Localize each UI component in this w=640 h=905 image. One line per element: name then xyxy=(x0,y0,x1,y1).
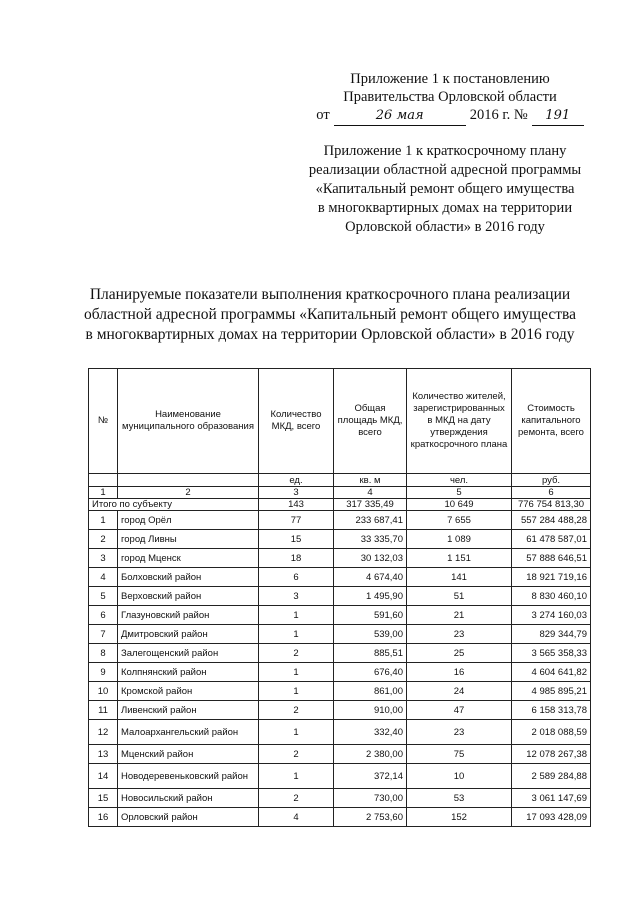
cost-value: 3 565 358,33 xyxy=(512,644,591,663)
area-value: 861,00 xyxy=(334,682,407,701)
residents-value: 16 xyxy=(407,663,512,682)
unit-cell: чел. xyxy=(407,474,512,487)
total-count: 143 xyxy=(259,499,334,511)
index-cell: 2 xyxy=(118,487,259,499)
area-value: 1 495,90 xyxy=(334,587,407,606)
total-area: 317 335,49 xyxy=(334,499,407,511)
municipality-name: Дмитровский район xyxy=(118,625,259,644)
residents-value: 24 xyxy=(407,682,512,701)
area-value: 730,00 xyxy=(334,789,407,808)
header-residents: Количество жителей, зарегистрированных в МКД на дату утверждения краткосрочного плана xyxy=(407,369,512,474)
row-number: 2 xyxy=(89,530,118,549)
cost-value: 12 078 267,38 xyxy=(512,745,591,764)
area-value: 885,51 xyxy=(334,644,407,663)
mkd-count: 4 xyxy=(259,808,334,827)
mkd-count: 2 xyxy=(259,644,334,663)
residents-value: 1 089 xyxy=(407,530,512,549)
municipality-name: Ливенский район xyxy=(118,701,259,720)
row-number: 7 xyxy=(89,625,118,644)
residents-value: 10 xyxy=(407,764,512,789)
handwritten-date: 26 мая xyxy=(334,107,466,126)
unit-cell xyxy=(89,474,118,487)
row-number: 15 xyxy=(89,789,118,808)
area-value: 4 674,40 xyxy=(334,568,407,587)
cost-value: 557 284 488,28 xyxy=(512,511,591,530)
area-value: 2 380,00 xyxy=(334,745,407,764)
mkd-count: 1 xyxy=(259,663,334,682)
total-label: Итого по субъекту xyxy=(89,499,259,511)
mkd-count: 1 xyxy=(259,764,334,789)
cost-value: 3 274 160,03 xyxy=(512,606,591,625)
area-value: 591,60 xyxy=(334,606,407,625)
table-row xyxy=(89,764,591,789)
municipality-name: Малоархангельский район xyxy=(118,720,259,745)
unit-cell xyxy=(118,474,259,487)
municipality-name: город Ливны xyxy=(118,530,259,549)
residents-value: 21 xyxy=(407,606,512,625)
area-value: 233 687,41 xyxy=(334,511,407,530)
title-line: Планируемые показатели выполнения краткосрочного плана реализации xyxy=(89,286,571,303)
index-cell: 4 xyxy=(334,487,407,499)
unit-cell: ед. xyxy=(259,474,334,487)
municipality-name: Мценский район xyxy=(118,745,259,764)
area-value: 332,40 xyxy=(334,720,407,745)
cost-value: 3 061 147,69 xyxy=(512,789,591,808)
mkd-count: 2 xyxy=(259,745,334,764)
row-number: 9 xyxy=(89,663,118,682)
handwritten-number: 191 xyxy=(532,107,584,126)
column-index-row xyxy=(89,487,591,499)
date-prefix: от xyxy=(316,107,330,123)
row-number: 13 xyxy=(89,745,118,764)
unit-cell: кв. м xyxy=(334,474,407,487)
title-line: областной адресной программы «Капитальный ремонт общего имущества xyxy=(84,306,576,323)
row-number: 10 xyxy=(89,682,118,701)
cost-value: 2 589 284,88 xyxy=(512,764,591,789)
appendix-line: Приложение 1 к краткосрочному плану xyxy=(323,143,567,159)
attachment-header xyxy=(300,70,600,126)
municipality-name: Болховский район xyxy=(118,568,259,587)
residents-value: 23 xyxy=(407,720,512,745)
row-number: 14 xyxy=(89,764,118,789)
header-area: Общая площадь МКД, всего xyxy=(334,369,407,474)
municipality-name: город Мценск xyxy=(118,549,259,568)
residents-value: 152 xyxy=(407,808,512,827)
row-number: 8 xyxy=(89,644,118,663)
attachment-date-line xyxy=(300,106,600,126)
appendix-line: Орловской области» в 2016 году xyxy=(345,219,545,235)
residents-value: 53 xyxy=(407,789,512,808)
appendix-line: в многоквартирных домах на территории xyxy=(317,200,573,216)
municipality-name: Кромской район xyxy=(118,682,259,701)
table-row xyxy=(89,511,591,530)
header-mkd-count: Количество МКД, всего xyxy=(259,369,334,474)
header-number: № xyxy=(89,369,118,474)
row-number: 6 xyxy=(89,606,118,625)
row-number: 1 xyxy=(89,511,118,530)
year-text: 2016 г. № xyxy=(469,107,528,123)
municipality-name: Глазуновский район xyxy=(118,606,259,625)
index-cell: 5 xyxy=(407,487,512,499)
cost-value: 18 921 719,16 xyxy=(512,568,591,587)
document-title xyxy=(60,285,600,345)
total-residents: 10 649 xyxy=(407,499,512,511)
indicators-table xyxy=(88,368,591,827)
municipality-name: город Орёл xyxy=(118,511,259,530)
unit-cell: руб. xyxy=(512,474,591,487)
mkd-count: 77 xyxy=(259,511,334,530)
area-value: 2 753,60 xyxy=(334,808,407,827)
index-cell: 6 xyxy=(512,487,591,499)
residents-value: 25 xyxy=(407,644,512,663)
row-number: 16 xyxy=(89,808,118,827)
index-cell: 3 xyxy=(259,487,334,499)
mkd-count: 1 xyxy=(259,625,334,644)
municipality-name: Новодеревеньковский район xyxy=(118,764,259,789)
mkd-count: 15 xyxy=(259,530,334,549)
attachment-line-2: Правительства Орловской области xyxy=(343,89,557,105)
area-value: 33 335,70 xyxy=(334,530,407,549)
mkd-count: 1 xyxy=(259,606,334,625)
header-municipality: Наименование муниципального образования xyxy=(118,369,259,474)
area-value: 676,40 xyxy=(334,663,407,682)
area-value: 910,00 xyxy=(334,701,407,720)
table-row xyxy=(89,808,591,827)
cost-value: 61 478 587,01 xyxy=(512,530,591,549)
cost-value: 17 093 428,09 xyxy=(512,808,591,827)
residents-value: 7 655 xyxy=(407,511,512,530)
area-value: 372,14 xyxy=(334,764,407,789)
municipality-name: Верховский район xyxy=(118,587,259,606)
cost-value: 4 985 895,21 xyxy=(512,682,591,701)
residents-value: 23 xyxy=(407,625,512,644)
cost-value: 4 604 641,82 xyxy=(512,663,591,682)
header-cost: Стоимость капитального ремонта, всего xyxy=(512,369,591,474)
mkd-count: 6 xyxy=(259,568,334,587)
residents-value: 51 xyxy=(407,587,512,606)
appendix-line: реализации областной адресной программы xyxy=(308,162,582,178)
mkd-count: 3 xyxy=(259,587,334,606)
row-number: 5 xyxy=(89,587,118,606)
units-row xyxy=(89,474,591,487)
attachment-line-1: Приложение 1 к постановлению xyxy=(350,71,550,87)
table-row xyxy=(89,625,591,644)
residents-value: 141 xyxy=(407,568,512,587)
table-row xyxy=(89,663,591,682)
mkd-count: 18 xyxy=(259,549,334,568)
table-row xyxy=(89,789,591,808)
table-row xyxy=(89,549,591,568)
municipality-name: Залегощенский район xyxy=(118,644,259,663)
mkd-count: 1 xyxy=(259,720,334,745)
total-row xyxy=(89,499,591,511)
area-value: 30 132,03 xyxy=(334,549,407,568)
mkd-count: 2 xyxy=(259,701,334,720)
table-row xyxy=(89,701,591,720)
total-cost: 776 754 813,30 xyxy=(512,499,591,511)
residents-value: 1 151 xyxy=(407,549,512,568)
mkd-count: 2 xyxy=(259,789,334,808)
cost-value: 6 158 313,78 xyxy=(512,701,591,720)
municipality-name: Колпнянский район xyxy=(118,663,259,682)
cost-value: 829 344,79 xyxy=(512,625,591,644)
residents-value: 75 xyxy=(407,745,512,764)
header-row xyxy=(89,369,591,474)
table-row xyxy=(89,682,591,701)
appendix-header xyxy=(280,142,610,237)
area-value: 539,00 xyxy=(334,625,407,644)
residents-value: 47 xyxy=(407,701,512,720)
row-number: 3 xyxy=(89,549,118,568)
municipality-name: Новосильский район xyxy=(118,789,259,808)
table-row xyxy=(89,720,591,745)
appendix-line: «Капитальный ремонт общего имущества xyxy=(315,181,575,197)
table-row xyxy=(89,568,591,587)
mkd-count: 1 xyxy=(259,682,334,701)
title-line: в многоквартирных домах на территории Орловской области» в 2016 году xyxy=(85,326,575,343)
index-cell: 1 xyxy=(89,487,118,499)
row-number: 11 xyxy=(89,701,118,720)
table-row xyxy=(89,606,591,625)
cost-value: 57 888 646,51 xyxy=(512,549,591,568)
cost-value: 2 018 088,59 xyxy=(512,720,591,745)
municipality-name: Орловский район xyxy=(118,808,259,827)
table-row xyxy=(89,530,591,549)
row-number: 4 xyxy=(89,568,118,587)
table-row xyxy=(89,587,591,606)
row-number: 12 xyxy=(89,720,118,745)
cost-value: 8 830 460,10 xyxy=(512,587,591,606)
table-row xyxy=(89,745,591,764)
table-row xyxy=(89,644,591,663)
